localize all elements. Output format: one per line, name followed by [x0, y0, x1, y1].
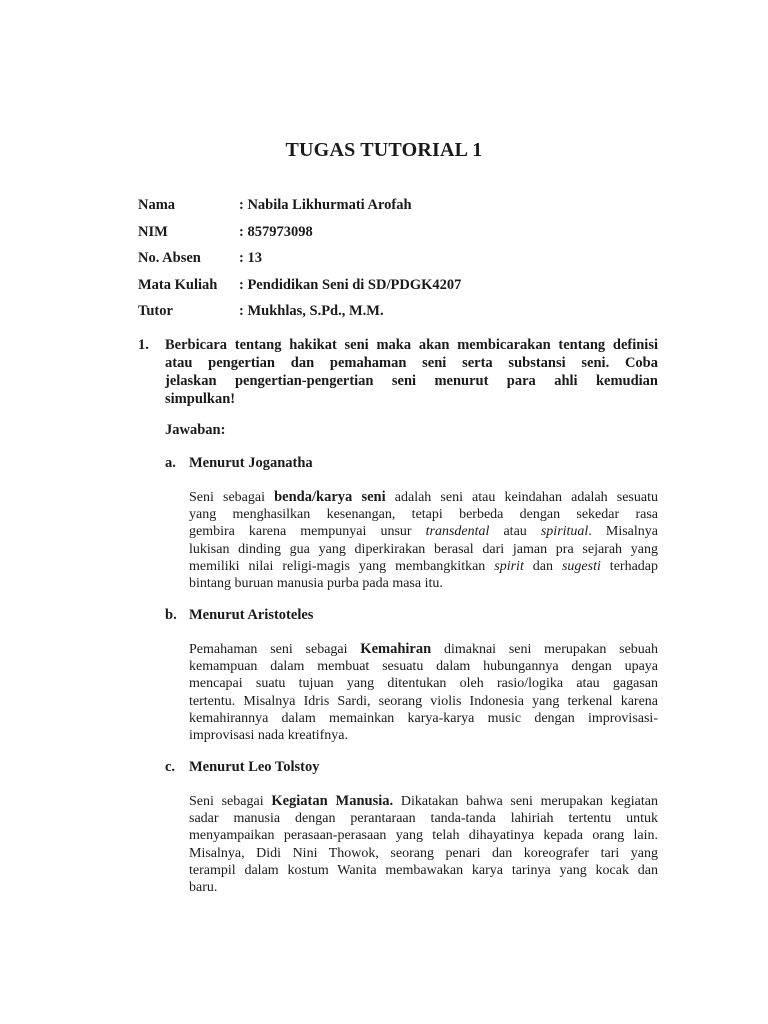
section-heading [165, 759, 320, 776]
paragraph-line: improvisasi nada kreatifnya. [189, 728, 349, 744]
section-paragraph [189, 489, 658, 592]
question-line: atau pengertian dan pemahaman seni serta substansi seni. Coba [165, 355, 658, 371]
paragraph-line: lukisan dinding gua yang diperkirakan berasal dari jaman pra sejarah yang [189, 541, 658, 557]
paragraph-line: mencapai suatu tujuan yang ditentukan oleh rasio/logika atau gagasan [189, 676, 658, 692]
paragraph-line: Seni sebagai Kegiatan Manusia. Dikatakan bahwa seni merupakan kegiatan [189, 793, 658, 809]
identity-value: : Nabila Likhurmati Arofah [239, 197, 412, 213]
italic-term: spirit [494, 558, 524, 574]
section-letter: b. [165, 607, 177, 623]
paragraph-line: tertentu. Misalnya Idris Sardi, seorang violis Indonesia yang terkenal karena [189, 693, 658, 709]
paragraph-line: menyampaikan perasaan-perasaan yang telah dihayatinya kepada orang lain. [189, 828, 658, 844]
question-1 [138, 336, 658, 408]
paragraph-line: Pemahaman seni sebagai Kemahiran dimaknai seni merupakan sebuah [189, 641, 659, 657]
section-letter: a. [165, 455, 176, 471]
paragraph-line: baru. [189, 880, 218, 896]
paragraph-line: bintang buruan manusia purba pada masa itu. [189, 576, 443, 592]
identity-label: Mata Kuliah [138, 277, 218, 293]
question-number: 1. [138, 337, 149, 353]
paragraph-line: Seni sebagai benda/karya seni adalah seni atau keindahan adalah sesuatu [189, 489, 658, 505]
paragraph-line: gembira karena mempunyai unsur transdental atau spiritual. Misalnya [189, 524, 658, 540]
question-text [165, 336, 658, 408]
bold-term: Kegiatan Manusia. [271, 793, 394, 809]
paragraph-line: yang menghasilkan kesenangan, tetapi berbeda dengan sekedar rasa [189, 507, 658, 523]
section-heading [165, 607, 313, 624]
section-title: Menurut Aristoteles [189, 607, 314, 623]
paragraph-line: terampil dalam kostum Wanita membawakan karya tarinya yang kocak dan [189, 862, 658, 878]
italic-term: transdental [425, 524, 490, 540]
bold-term: benda/karya seni [274, 489, 386, 505]
section-letter: c. [165, 759, 176, 775]
italic-term: spiritual [540, 524, 589, 540]
paragraph-line: Misalnya, Didi Nini Thowok, seorang penari dan koreografer tari yang [189, 845, 658, 861]
question-line: Berbicara tentang hakikat seni maka akan membicarakan tentang definisi [165, 337, 658, 353]
section-title: Menurut Joganatha [189, 455, 313, 471]
identity-label: Nama [138, 197, 176, 213]
identity-value: : Mukhlas, S.Pd., M.M. [239, 303, 384, 319]
identity-value: : Pendidikan Seni di SD/PDGK4207 [239, 277, 462, 293]
document-title: TUGAS TUTORIAL 1 [285, 139, 483, 161]
identity-value: : 857973098 [239, 224, 313, 240]
question-line: simpulkan! [165, 391, 236, 407]
paragraph-line: kemahirannya dalam memainkan karya-karya music dengan improvisasi- [189, 710, 658, 726]
section-paragraph [189, 641, 658, 744]
question-line: jelaskan pengertian-pengertian seni menurut para ahli kemudian [165, 373, 658, 389]
italic-term: sugesti [561, 558, 601, 574]
section-title: Menurut Leo Tolstoy [189, 759, 320, 775]
identity-value: : 13 [239, 250, 262, 266]
paragraph-line: memiliki nilai religi-magis yang membangkitkan spirit dan sugesti terhadap [189, 558, 659, 574]
identity-label: NIM [138, 224, 168, 240]
paragraph-line: sadar manusia dengan perantaraan tanda-tanda lahiriah tertentu untuk [189, 811, 658, 827]
section-paragraph [189, 793, 658, 896]
identity-label: No. Absen [138, 250, 201, 266]
bold-term: Kemahiran [360, 641, 432, 657]
paragraph-line: kemampuan dalam membuat sesuatu dalam hubungannya dengan upaya [189, 659, 658, 675]
identity-label: Tutor [138, 303, 173, 319]
section-heading [165, 455, 313, 472]
answer-label: Jawaban: [165, 422, 226, 438]
